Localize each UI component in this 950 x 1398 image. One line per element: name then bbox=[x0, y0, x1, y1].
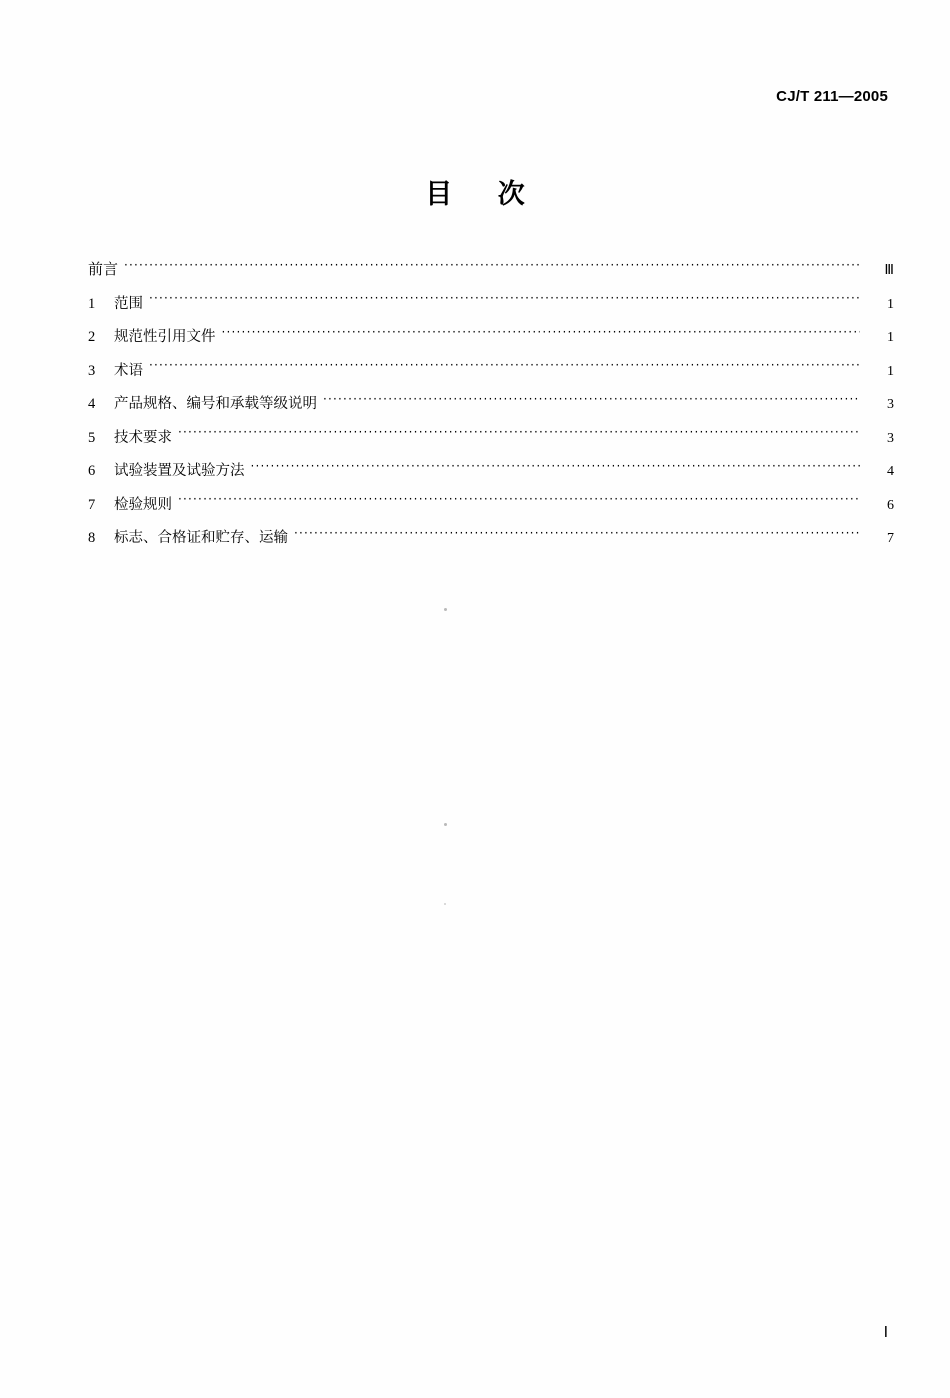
page-title: 目 次 bbox=[425, 179, 543, 210]
toc-page-number: 3 bbox=[887, 397, 894, 412]
table-of-contents bbox=[88, 258, 894, 560]
toc-entry-3[interactable] bbox=[88, 359, 894, 380]
toc-label: 检验规则 bbox=[114, 496, 172, 513]
toc-number: 6 bbox=[88, 463, 96, 479]
scan-speck bbox=[444, 608, 447, 611]
toc-entry-4[interactable] bbox=[88, 392, 894, 413]
toc-number: 5 bbox=[88, 429, 96, 446]
toc-entry-6[interactable] bbox=[88, 459, 894, 480]
scan-speck bbox=[444, 823, 447, 826]
toc-page-number: 3 bbox=[887, 430, 894, 446]
toc-entry-2[interactable] bbox=[88, 325, 894, 346]
toc-label: 范围 bbox=[114, 295, 143, 312]
toc-page-number: 7 bbox=[887, 531, 894, 546]
toc-page-number: Ⅲ bbox=[884, 263, 894, 278]
toc-label: 试验装置及试验方法 bbox=[114, 463, 245, 479]
toc-page-number: 1 bbox=[887, 330, 894, 345]
toc-leader bbox=[178, 494, 860, 509]
toc-leader bbox=[323, 394, 860, 409]
toc-entry-5[interactable] bbox=[88, 426, 894, 447]
toc-label: 标志、合格证和贮存、运输 bbox=[114, 530, 288, 546]
toc-leader bbox=[294, 528, 860, 543]
toc-number: 2 bbox=[88, 329, 96, 345]
toc-page-number: 6 bbox=[887, 497, 894, 513]
toc-label: 术语 bbox=[114, 362, 143, 379]
toc-leader bbox=[149, 293, 860, 308]
toc-leader bbox=[149, 360, 860, 375]
toc-number: 7 bbox=[88, 496, 96, 513]
toc-label: 技术要求 bbox=[114, 429, 172, 446]
toc-entry-preface[interactable] bbox=[88, 258, 894, 279]
toc-number: 4 bbox=[88, 396, 96, 412]
toc-label: 规范性引用文件 bbox=[114, 329, 216, 345]
toc-leader bbox=[178, 427, 860, 442]
toc-leader bbox=[124, 260, 860, 275]
toc-number: 8 bbox=[88, 530, 96, 546]
toc-leader bbox=[222, 327, 861, 342]
toc-entry-8[interactable] bbox=[88, 526, 894, 547]
toc-number: 3 bbox=[88, 362, 96, 379]
toc-page-number: 1 bbox=[887, 296, 894, 312]
toc-page-number: 1 bbox=[887, 363, 894, 379]
toc-entry-1[interactable] bbox=[88, 292, 894, 313]
standard-number: CJ/T 211—2005 bbox=[776, 88, 888, 105]
scan-speck bbox=[444, 903, 446, 905]
toc-leader bbox=[251, 461, 861, 476]
toc-page-number: 4 bbox=[887, 464, 894, 479]
toc-number: 1 bbox=[88, 295, 96, 312]
page-folio: Ⅰ bbox=[883, 1325, 888, 1341]
toc-entry-7[interactable] bbox=[88, 493, 894, 514]
toc-label: 产品规格、编号和承载等级说明 bbox=[114, 396, 317, 412]
toc-label: 前言 bbox=[88, 262, 119, 278]
